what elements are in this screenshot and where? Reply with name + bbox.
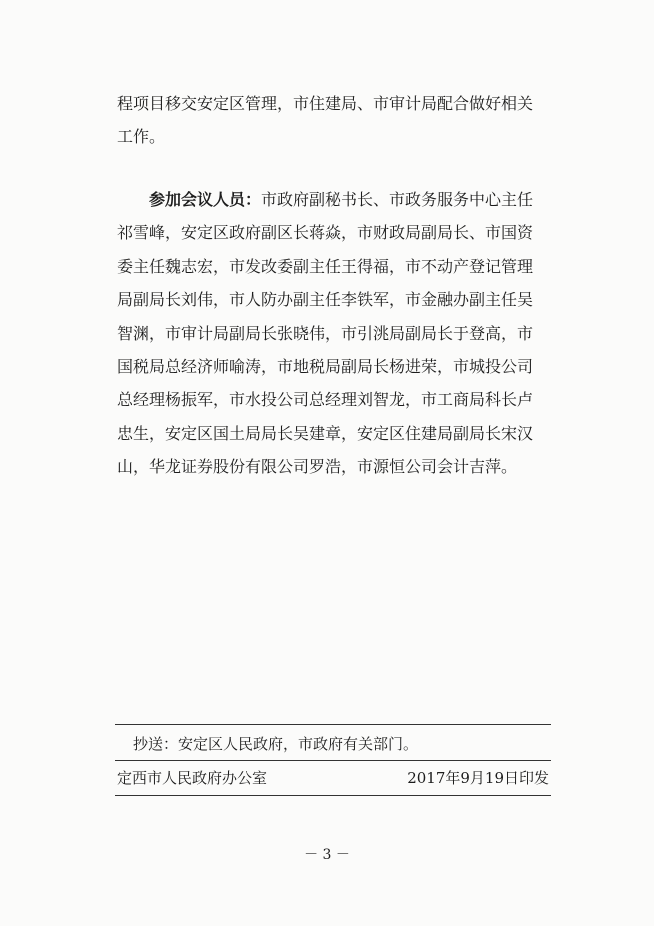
- attendees-label: 参加会议人员：: [149, 190, 262, 209]
- text-line: 忠生，安定区国土局局长吴建章，安定区住建局副局长宋汉: [117, 423, 534, 443]
- attendees-first-line: [117, 183, 549, 216]
- footer-rule-bottom: [115, 795, 551, 796]
- footer-rule-middle: [115, 760, 551, 761]
- footer-rule-top: [115, 724, 551, 725]
- cc-line: 抄送：安定区人民政府，市政府有关部门。: [133, 735, 419, 753]
- attendees-paragraph: [117, 183, 549, 484]
- text-line: 委主任魏志宏，市发改委副主任王得福，市不动产登记管理: [117, 256, 534, 276]
- page-number: － 3 －: [304, 847, 350, 863]
- text-line: 国税局总经济师喻涛，市地税局副局长杨进荣，市城投公司: [117, 356, 534, 376]
- attendees-first-line-text: 市政府副秘书长、市政务服务中心主任: [261, 190, 534, 209]
- text-line: 祁雪峰，安定区政府副区长蒋焱，市财政局副局长、市国资: [117, 223, 534, 243]
- continuation-paragraph: [117, 87, 549, 154]
- text-line: 局副局长刘伟，市人防办副主任李铁军，市金融办副主任吴: [117, 290, 534, 310]
- text-line: 工作。: [117, 127, 166, 147]
- text-line: 山，华龙证券股份有限公司罗浩，市源恒公司会计吉萍。: [117, 457, 518, 477]
- issuer-line: [117, 768, 549, 788]
- text-line: 智渊，市审计局副局长张晓伟，市引洮局副局长于登高，市: [117, 323, 534, 343]
- text-line: 程项目移交安定区管理，市住建局、市审计局配合做好相关: [117, 94, 534, 113]
- issue-date: 2017年9月19日印发: [407, 769, 549, 787]
- issuer-name: 定西市人民政府办公室: [117, 769, 268, 787]
- text-line: 总经理杨振军，市水投公司总经理刘智龙，市工商局科长卢: [117, 390, 534, 410]
